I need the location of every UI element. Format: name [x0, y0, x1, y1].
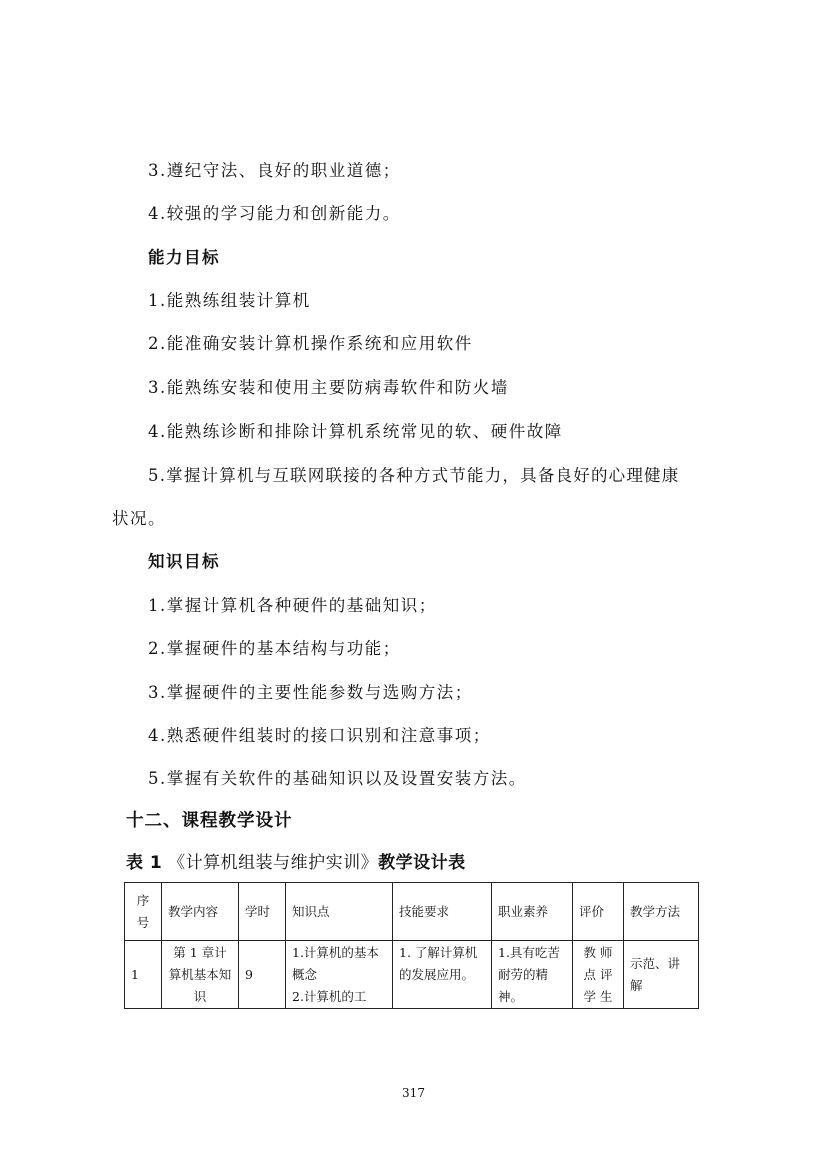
- header-quality: 职业素养: [492, 883, 573, 941]
- header-method: 教学方法: [624, 883, 699, 941]
- paragraph-4: 4.较强的学习能力和创新能力。: [148, 204, 401, 223]
- table-caption: [126, 848, 466, 873]
- knowledge-item-1: 1.掌握计算机各种硬件的基础知识；: [148, 596, 437, 615]
- knowledge-item-5: 5.掌握有关软件的基础知识以及设置安装方法。: [148, 769, 527, 788]
- knowledge-item-4: 4.熟悉硬件组装时的接口识别和注意事项；: [148, 726, 491, 745]
- cell-quality: 1.具有吃苦耐劳的精神。: [492, 941, 573, 1009]
- table-caption-title: 《计算机组装与维护实训》: [168, 853, 379, 873]
- knowledge-item-2: 2.掌握硬件的基本结构与功能；: [148, 639, 401, 658]
- table-header-row: [125, 883, 699, 941]
- cell-knowledge-a: 1.计算机的基本概念: [292, 945, 379, 982]
- cell-content: 第 1 章计算机基本知识: [162, 941, 239, 1009]
- ability-item-1: 1.能熟练组装计算机: [148, 291, 311, 310]
- cell-evaluation: 教 师 点 评 学 生: [573, 941, 624, 1009]
- ability-item-4: 4.能熟练诊断和排除计算机系统常见的软、硬件故障: [148, 422, 563, 441]
- table-row: [125, 941, 699, 1009]
- header-content: 教学内容: [162, 883, 239, 941]
- header-hours: 学时: [239, 883, 286, 941]
- cell-knowledge-b: 2.计算机的工: [292, 989, 367, 1004]
- cell-hours: 9: [239, 941, 286, 1009]
- ability-item-5-line2: 状况。: [112, 509, 166, 528]
- knowledge-heading: 知识目标: [148, 552, 220, 571]
- ability-item-3: 3.能熟练安装和使用主要防病毒软件和防火墙: [148, 378, 509, 397]
- ability-item-2: 2.能准确安装计算机操作系统和应用软件: [148, 334, 473, 353]
- header-no: 序号: [125, 883, 162, 941]
- table-caption-suffix: 教学设计表: [378, 853, 466, 873]
- section-title: 十二、课程教学设计: [126, 811, 293, 831]
- ability-heading: 能力目标: [148, 248, 220, 267]
- cell-skill: 1. 了解计算机的发展应用。: [393, 941, 492, 1009]
- cell-method: 示范、讲解: [624, 941, 699, 1009]
- teaching-design-table: [124, 882, 699, 1009]
- table-caption-label: 表 1: [126, 853, 163, 873]
- header-knowledge: 知识点: [286, 883, 393, 941]
- cell-no: 1: [125, 941, 162, 1009]
- ability-item-5-line1: 5.掌握计算机与互联网联接的各种方式节能力，具备良好的心理健康: [148, 466, 680, 485]
- header-evaluation: 评价: [573, 883, 624, 941]
- paragraph-3: 3.遵纪守法、良好的职业道德；: [148, 161, 401, 180]
- page-number: 317: [402, 1086, 425, 1100]
- cell-knowledge: [286, 941, 393, 1009]
- header-skill: 技能要求: [393, 883, 492, 941]
- knowledge-item-3: 3.掌握硬件的主要性能参数与选购方法；: [148, 683, 473, 702]
